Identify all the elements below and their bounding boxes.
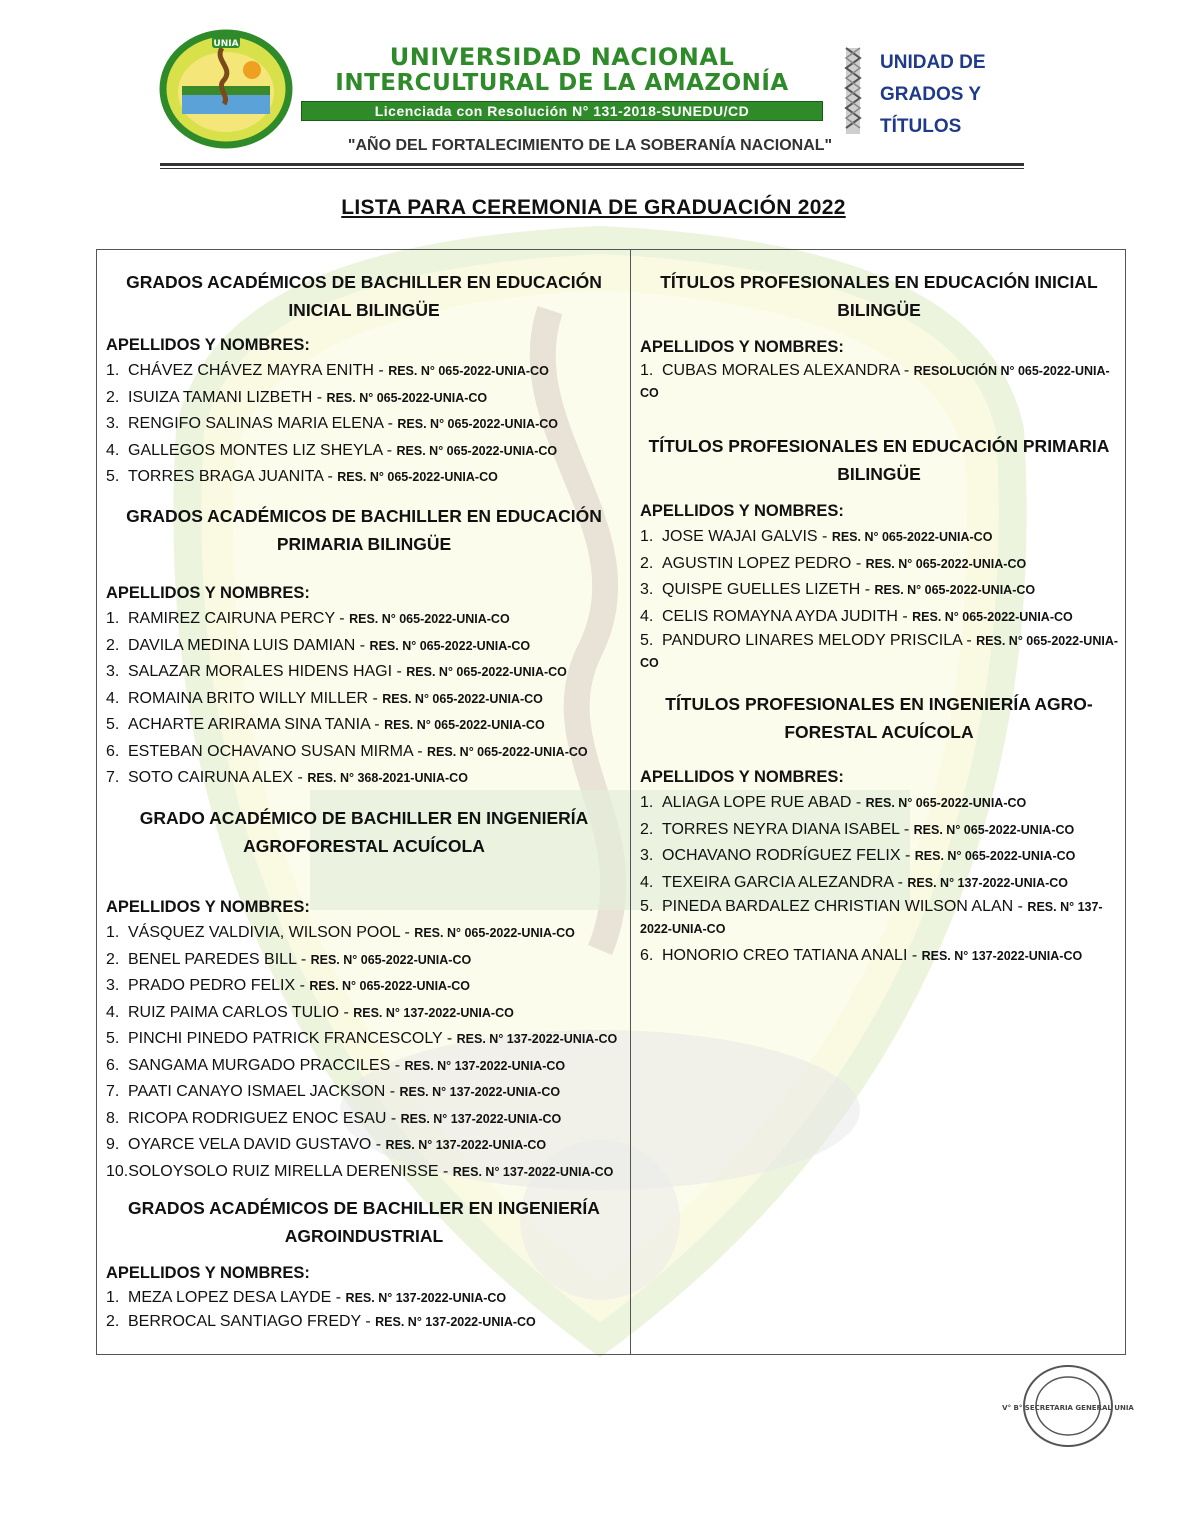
resolution: RES. N° 065-2022-UNIA-CO	[309, 979, 470, 993]
section-bachiller-primaria	[106, 502, 622, 792]
item-number: 5.	[640, 632, 654, 649]
resolution: RES. N° 065-2022-UNIA-CO	[912, 609, 1073, 624]
item-number: 4.	[106, 441, 120, 459]
item-number: 5.	[106, 716, 120, 733]
resolution: RES. N° 137-2022-UNIA-CO	[452, 1164, 614, 1179]
list-item	[106, 633, 622, 660]
list-item	[640, 630, 1118, 674]
official-stamp	[1002, 1362, 1134, 1450]
section-title-line1: GRADOS ACADÉMICOS DE BACHILLER EN INGENIERÍA	[128, 1198, 600, 1218]
page-header	[0, 0, 1187, 180]
graduate-name: MEZA LOPEZ DESA LAYDE -	[128, 1289, 346, 1306]
section-title-line2: INICIAL BILINGÜE	[288, 300, 440, 320]
graduate-name: PANDURO LINARES MELODY PRISCILA -	[662, 632, 977, 649]
graduate-name: CELIS ROMAYNA AYDA JUDITH -	[662, 607, 913, 625]
resolution: RES. N° 065-2022-UNIA-CO	[382, 691, 543, 706]
section-bachiller-agroindustrial	[106, 1194, 622, 1334]
list-item	[106, 947, 622, 974]
resolution: RES. N° 065-2022-UNIA-CO	[831, 530, 993, 544]
item-number: 7.	[106, 769, 120, 786]
item-number: 4.	[106, 689, 120, 707]
unit-name-line1: UNIDAD DE	[880, 52, 986, 73]
graduate-name: ISUIZA TAMANI LIZBETH -	[128, 388, 327, 406]
section-titulo-inicial	[640, 268, 1118, 407]
item-number: 4.	[640, 873, 654, 891]
item-number: 3.	[106, 663, 120, 680]
resolution: RES. N° 065-2022-UNIA-CO	[865, 556, 1027, 571]
section-title-line2: AGROFORESTAL ACUÍCOLA	[243, 836, 485, 856]
resolution: RES. N° 065-2022-UNIA-CO	[397, 417, 559, 431]
section-bachiller-agroforestal	[106, 804, 622, 1185]
list-item	[640, 551, 1118, 578]
year-motto: "AÑO DEL FORTALECIMIENTO DE LA SOBERANÍA NACIONAL"	[347, 137, 833, 154]
unit-name	[880, 47, 986, 143]
resolution: RES. N° 065-2022-UNIA-CO	[913, 822, 1075, 837]
stamp-text: V° B° SECRETARIA GENERAL UNIA	[1002, 1404, 1134, 1412]
item-number: 6.	[106, 742, 120, 760]
section-title-line1: TÍTULOS PROFESIONALES EN EDUCACIÓN INICIAL	[660, 272, 1098, 292]
list-item	[106, 659, 622, 686]
list-item	[106, 358, 622, 385]
graduate-name: ESTEBAN OCHAVANO SUSAN MIRMA -	[128, 742, 428, 760]
list-item	[640, 943, 1118, 970]
graduate-name: RICOPA RODRIGUEZ ENOC ESAU -	[128, 1109, 401, 1127]
list-item	[106, 411, 622, 438]
names-header: APELLIDOS Y NOMBRES:	[106, 336, 310, 354]
item-number: 2.	[640, 820, 654, 838]
section-titulo-agroforestal	[640, 690, 1118, 970]
graduate-name: HONORIO CREO TATIANA ANALI -	[662, 947, 922, 964]
resolution: RES. N° 065-2022-UNIA-CO	[388, 364, 549, 378]
item-number: 5.	[106, 1030, 120, 1047]
resolution: RES. N° 065-2022-UNIA-CO	[640, 634, 1119, 670]
graduate-name: SANGAMA MURGADO PRACCILES -	[128, 1056, 405, 1074]
item-number: 4.	[106, 1003, 120, 1021]
graduate-name: ACHARTE ARIRAMA SINA TANIA -	[128, 716, 385, 733]
item-number: 1.	[106, 362, 120, 379]
item-number: 2.	[106, 636, 120, 654]
names-header: APELLIDOS Y NOMBRES:	[640, 502, 844, 520]
graduate-list	[106, 920, 622, 1185]
item-number: 4.	[640, 607, 654, 625]
section-title	[106, 268, 622, 324]
graduate-name: SOLOYSOLO RUIZ MIRELLA DERENISSE -	[128, 1162, 453, 1180]
graduate-name: CHÁVEZ CHÁVEZ MAYRA ENITH -	[128, 362, 389, 379]
item-number: 1.	[640, 528, 654, 545]
names-header: APELLIDOS Y NOMBRES:	[640, 338, 844, 356]
resolution: RES. N° 065-2022-UNIA-CO	[914, 849, 1076, 863]
item-number: 2.	[106, 1313, 120, 1330]
list-item	[106, 1310, 622, 1334]
page-title: LISTA PARA CEREMONIA DE GRADUACIÓN 2022	[341, 196, 846, 219]
item-number: 3.	[106, 415, 120, 432]
list-item	[106, 712, 622, 739]
resolution: RES. N° 065-2022-UNIA-CO	[369, 638, 531, 653]
item-number: 9.	[106, 1136, 120, 1153]
list-item	[106, 1106, 622, 1133]
graduate-name: SOTO CAIRUNA ALEX -	[128, 769, 308, 786]
graduate-name: QUISPE GUELLES LIZETH -	[662, 581, 875, 598]
resolution: RESOLUCIÓN N° 065-2022-UNIA-CO	[640, 364, 1110, 400]
list-item	[106, 1132, 622, 1159]
item-number: 8.	[106, 1109, 120, 1127]
university-name-line1: UNIVERSIDAD NACIONAL	[389, 43, 735, 71]
resolution: RES. N° 137-2022-UNIA-CO	[385, 1138, 547, 1152]
list-item	[640, 817, 1118, 844]
resolution: RES. N° 065-2022-UNIA-CO	[414, 926, 575, 940]
resolution: RES. N° 137-2022-UNIA-CO	[399, 1085, 561, 1099]
resolution: RES. N° 065-2022-UNIA-CO	[310, 952, 472, 967]
resolution: RES. N° 065-2022-UNIA-CO	[337, 470, 498, 484]
resolution: RES. N° 137-2022-UNIA-CO	[456, 1032, 618, 1046]
list-item	[106, 1026, 622, 1053]
section-title-line2: PRIMARIA BILINGÜE	[276, 534, 452, 554]
names-header: APELLIDOS Y NOMBRES:	[106, 898, 310, 916]
list-item	[106, 1286, 622, 1310]
list-item	[640, 360, 1118, 404]
list-item	[640, 896, 1118, 940]
item-number: 6.	[640, 947, 654, 964]
column-divider	[630, 249, 631, 1355]
resolution: RES. N° 065-2022-UNIA-CO	[874, 583, 1036, 597]
graduate-name: TORRES NEYRA DIANA ISABEL -	[662, 820, 914, 838]
unit-name-line3: TÍTULOS	[880, 116, 962, 137]
university-name	[300, 44, 824, 121]
item-number: 1.	[640, 362, 654, 379]
graduate-name: AGUSTIN LOPEZ PEDRO -	[662, 554, 866, 572]
section-bachiller-inicial	[106, 268, 622, 491]
resolution: RES. N° 137-2022-UNIA-CO	[640, 900, 1103, 936]
section-title	[640, 268, 1118, 324]
item-number: 5.	[640, 898, 654, 915]
names-header: APELLIDOS Y NOMBRES:	[106, 1264, 310, 1282]
graduate-name: BERROCAL SANTIAGO FREDY -	[128, 1313, 376, 1330]
section-title-line2: FORESTAL ACUÍCOLA	[784, 722, 974, 742]
item-number: 3.	[640, 847, 654, 864]
list-item	[106, 438, 622, 465]
item-number: 3.	[106, 977, 120, 994]
university-name-line2: INTERCULTURAL DE LA AMAZONÍA	[335, 70, 789, 96]
graduate-name: RAMIREZ CAIRUNA PERCY -	[128, 610, 350, 627]
graduate-name: ROMAINA BRITO WILLY MILLER -	[128, 689, 383, 707]
graduate-list	[640, 790, 1118, 970]
list-item	[106, 606, 622, 633]
resolution: RES. N° 137-2022-UNIA-CO	[400, 1111, 562, 1126]
item-number: 1.	[640, 794, 654, 811]
resolution: RES. N° 137-2022-UNIA-CO	[921, 949, 1083, 963]
list-item	[106, 1079, 622, 1106]
section-title	[106, 804, 622, 860]
graduate-list	[640, 524, 1118, 674]
list-item	[106, 739, 622, 766]
graduate-name: PINEDA BARDALEZ CHRISTIAN WILSON ALAN -	[662, 898, 1028, 915]
graduate-list	[640, 360, 1118, 404]
item-number: 1.	[106, 1289, 120, 1306]
item-number: 3.	[640, 581, 654, 598]
graduate-name: DAVILA MEDINA LUIS DAMIAN -	[128, 636, 370, 654]
list-item	[106, 1053, 622, 1080]
section-title-line1: GRADO ACADÉMICO DE BACHILLER EN INGENIERÍA	[139, 808, 589, 828]
section-title	[640, 432, 1118, 488]
resolution: RES. N° 137-2022-UNIA-CO	[345, 1291, 507, 1305]
decorative-pattern-icon	[846, 48, 860, 134]
section-title-line1: GRADOS ACADÉMICOS DE BACHILLER EN EDUCACIÓN	[126, 272, 602, 292]
graduate-name: PRADO PEDRO FELIX -	[128, 977, 310, 994]
graduate-name: JOSE WAJAI GALVIS -	[662, 528, 832, 545]
graduate-name: VÁSQUEZ VALDIVIA, WILSON POOL -	[128, 924, 415, 941]
item-number: 7.	[106, 1083, 120, 1100]
section-title-line2: AGROINDUSTRIAL	[284, 1226, 444, 1246]
item-number: 6.	[106, 1056, 120, 1074]
resolution: RES. N° 065-2022-UNIA-CO	[427, 744, 588, 759]
graduate-list	[106, 606, 622, 792]
item-number: 10.	[106, 1162, 129, 1180]
list-item	[106, 765, 622, 792]
item-number: 1.	[106, 610, 120, 627]
item-number: 2.	[640, 554, 654, 572]
resolution: RES. N° 137-2022-UNIA-CO	[404, 1058, 566, 1073]
list-item	[640, 577, 1118, 604]
list-item	[106, 920, 622, 947]
section-title-line1: TÍTULOS PROFESIONALES EN EDUCACIÓN PRIMARIA	[648, 436, 1110, 456]
section-title-line1: GRADOS ACADÉMICOS DE BACHILLER EN EDUCACIÓN	[126, 506, 602, 526]
section-title-line1: TÍTULOS PROFESIONALES EN INGENIERÍA AGRO-	[665, 694, 1093, 714]
graduate-name: OCHAVANO RODRÍGUEZ FELIX -	[662, 847, 915, 864]
list-item	[640, 870, 1118, 897]
license-banner: Licenciada con Resolución N° 131-2018-SUNEDU/CD	[301, 101, 823, 121]
list-item	[106, 1159, 622, 1186]
graduate-name: PINCHI PINEDO PATRICK FRANCESCOLY -	[128, 1030, 457, 1047]
unit-name-line2: GRADOS Y	[880, 84, 982, 105]
graduate-name: CUBAS MORALES ALEXANDRA -	[662, 362, 914, 379]
header-rule	[160, 163, 1024, 166]
item-number: 1.	[106, 924, 120, 941]
list-item	[106, 686, 622, 713]
resolution: RES. N° 065-2022-UNIA-CO	[326, 390, 488, 405]
list-item	[640, 843, 1118, 870]
university-logo	[160, 30, 292, 148]
resolution: RES. N° 137-2022-UNIA-CO	[375, 1315, 536, 1329]
list-item	[106, 385, 622, 412]
graduate-name: OYARCE VELA DAVID GUSTAVO -	[128, 1136, 386, 1153]
names-header: APELLIDOS Y NOMBRES:	[106, 584, 310, 602]
graduate-name: RENGIFO SALINAS MARIA ELENA -	[128, 415, 398, 432]
resolution: RES. N° 065-2022-UNIA-CO	[384, 718, 545, 732]
logo-text: UNIA	[213, 39, 239, 49]
section-title	[106, 502, 622, 558]
resolution: RES. N° 137-2022-UNIA-CO	[907, 875, 1069, 890]
graduate-name: PAATI CANAYO ISMAEL JACKSON -	[128, 1083, 400, 1100]
resolution: RES. N° 065-2022-UNIA-CO	[406, 665, 567, 679]
graduate-name: SALAZAR MORALES HIDENS HAGI -	[128, 663, 407, 680]
graduate-name: RUIZ PAIMA CARLOS TULIO -	[128, 1003, 354, 1021]
graduate-name: GALLEGOS MONTES LIZ SHEYLA -	[128, 441, 397, 459]
resolution: RES. N° 065-2022-UNIA-CO	[349, 612, 510, 626]
resolution: RES. N° 137-2022-UNIA-CO	[353, 1005, 514, 1020]
graduate-name: BENEL PAREDES BILL -	[128, 950, 311, 968]
list-item	[640, 790, 1118, 817]
item-number: 2.	[106, 950, 120, 968]
section-title-line2: BILINGÜE	[837, 300, 921, 320]
resolution: RES. N° 368-2021-UNIA-CO	[307, 771, 468, 785]
list-item	[106, 464, 622, 491]
section-title	[640, 690, 1118, 746]
names-header: APELLIDOS Y NOMBRES:	[640, 768, 844, 786]
graduate-name: TEXEIRA GARCIA ALEZANDRA -	[662, 873, 908, 891]
resolution: RES. N° 065-2022-UNIA-CO	[396, 443, 558, 458]
list-item	[106, 1000, 622, 1027]
list-item	[640, 524, 1118, 551]
graduate-list	[106, 358, 622, 491]
list-item	[640, 604, 1118, 631]
section-title	[106, 1194, 622, 1250]
header-rule-thin	[160, 168, 1024, 169]
graduate-list	[106, 1286, 622, 1334]
resolution: RES. N° 065-2022-UNIA-CO	[865, 796, 1027, 810]
list-item	[106, 973, 622, 1000]
item-number: 5.	[106, 468, 120, 485]
item-number: 2.	[106, 388, 120, 406]
section-titulo-primaria	[640, 432, 1118, 677]
section-title-line2: BILINGÜE	[837, 464, 921, 484]
graduate-name: ALIAGA LOPE RUE ABAD -	[662, 794, 866, 811]
graduate-name: TORRES BRAGA JUANITA -	[128, 468, 338, 485]
